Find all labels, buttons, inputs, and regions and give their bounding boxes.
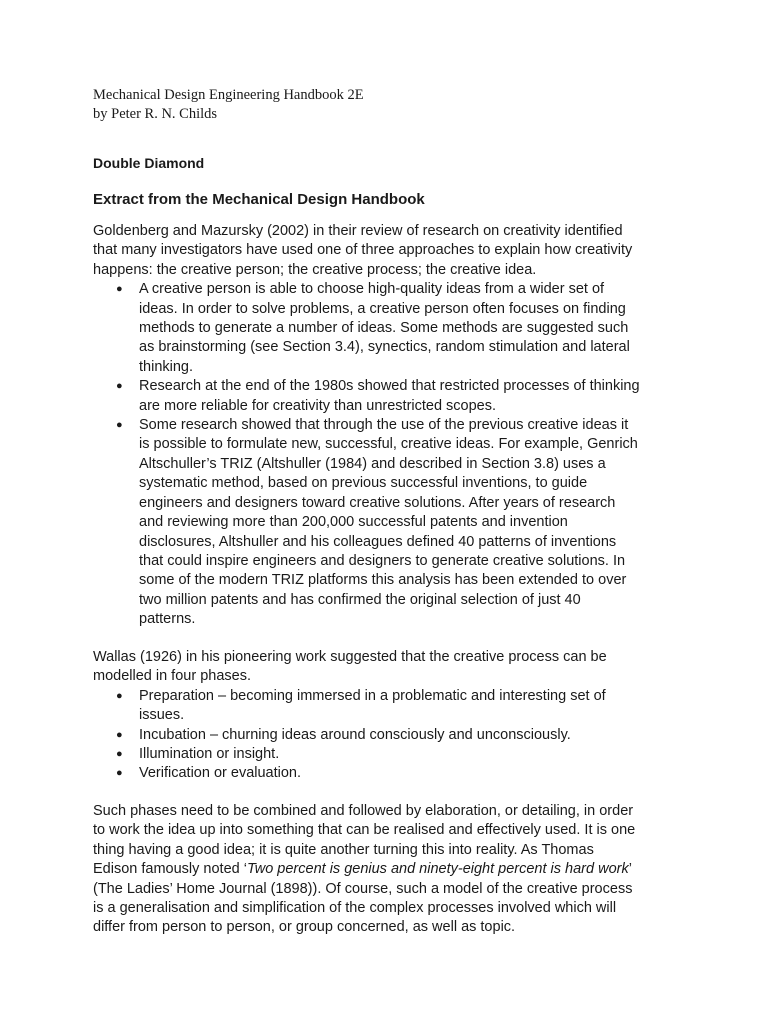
wallas-paragraph: Wallas (1926) in his pioneering work suggested that the creative process can be modelled in four phases.: [93, 649, 607, 685]
list-item-text: Incubation – churning ideas around consciously and unconsciously.: [139, 726, 571, 743]
list-item-text: Illumination or insight.: [139, 746, 280, 763]
list-item: [93, 377, 693, 416]
closing-block: [93, 802, 693, 938]
closing-text-start: Such phases need to be combined and followed by elaboration, or detailing, in order to work the idea up into something that can be realised and effectively used. It is one thing having a good idea; it is quite another turning this into reality. As Thomas Edison famously noted ‘: [93, 803, 636, 878]
closing-text-end: ’ (The Ladies’ Home Journal (1898)). Of course, such a model of the creative process is a generalisation and simplification of the complex processes involved which will differ from person to person, or group concerned, as well as topic.: [93, 861, 633, 936]
bullet-icon: ●: [116, 767, 123, 780]
creativity-approaches-list: [93, 280, 693, 629]
author-line: by Peter R. N. Childs: [93, 106, 218, 122]
list-item: [93, 280, 693, 377]
bullet-icon: ●: [116, 419, 123, 432]
extract-title: Extract from the Mechanical Design Handbook: [93, 191, 425, 208]
list-item-text: Verification or evaluation.: [139, 765, 302, 782]
book-title: Mechanical Design Engineering Handbook 2E: [93, 87, 364, 103]
closing-paragraph: [93, 802, 693, 938]
list-item-text: Preparation – becoming immersed in a problematic and interesting set of issues.: [139, 687, 606, 724]
list-item-text: A creative person is able to choose high-quality ideas from a wider set of ideas. In order to solve problems, a creative person often focuses on finding methods to generate a number of ideas. Some methods are suggested such as brainstorming (see Section 3.4), synectics, random stimulation and lateral thinking.: [139, 281, 630, 375]
phases-list: [93, 687, 693, 784]
bullet-icon: ●: [116, 283, 123, 296]
list-item: [93, 687, 693, 726]
section-title: Double Diamond: [93, 155, 205, 171]
list-item-text: Some research showed that through the use of the previous creative ideas it is possible to formulate new, successful, creative ideas. For example, Genrich Altschuller’s TRIZ (Altshuller (1984) and described in Section 3.8) uses a systematic method, based on previous successful inventions, to guide engineers and designers toward creative solutions. After years of research and reviewing more than 200,000 successful patents and invention disclosures, Altshuller and his colleagues defined 40 patterns of inventions that could inspire engineers and designers to generate creative solutions. In some of the modern TRIZ platforms this analysis has been extended to over two million patents and has confirmed the original selection of just 40 patterns.: [139, 417, 638, 628]
wallas-block: [93, 648, 693, 784]
list-item: [93, 745, 693, 764]
list-item: [93, 726, 693, 745]
edison-quote: Two percent is genius and ninety-eight percent is hard work: [246, 861, 629, 878]
list-item: [93, 416, 693, 629]
list-item: [93, 764, 693, 783]
bullet-icon: ●: [116, 380, 123, 393]
bullet-icon: ●: [116, 748, 123, 761]
bullet-icon: ●: [116, 728, 123, 741]
bullet-icon: ●: [116, 689, 123, 702]
list-item-text: Research at the end of the 1980s showed that restricted processes of thinking are more reliable for creativity than unrestricted scopes.: [139, 378, 640, 414]
intro-block: [93, 222, 693, 630]
intro-paragraph: Goldenberg and Mazursky (2002) in their review of research on creativity identified that many investigators have used one of three approaches to explain how creativity happens: the creative person; the creative process; the creative idea.: [93, 223, 633, 278]
